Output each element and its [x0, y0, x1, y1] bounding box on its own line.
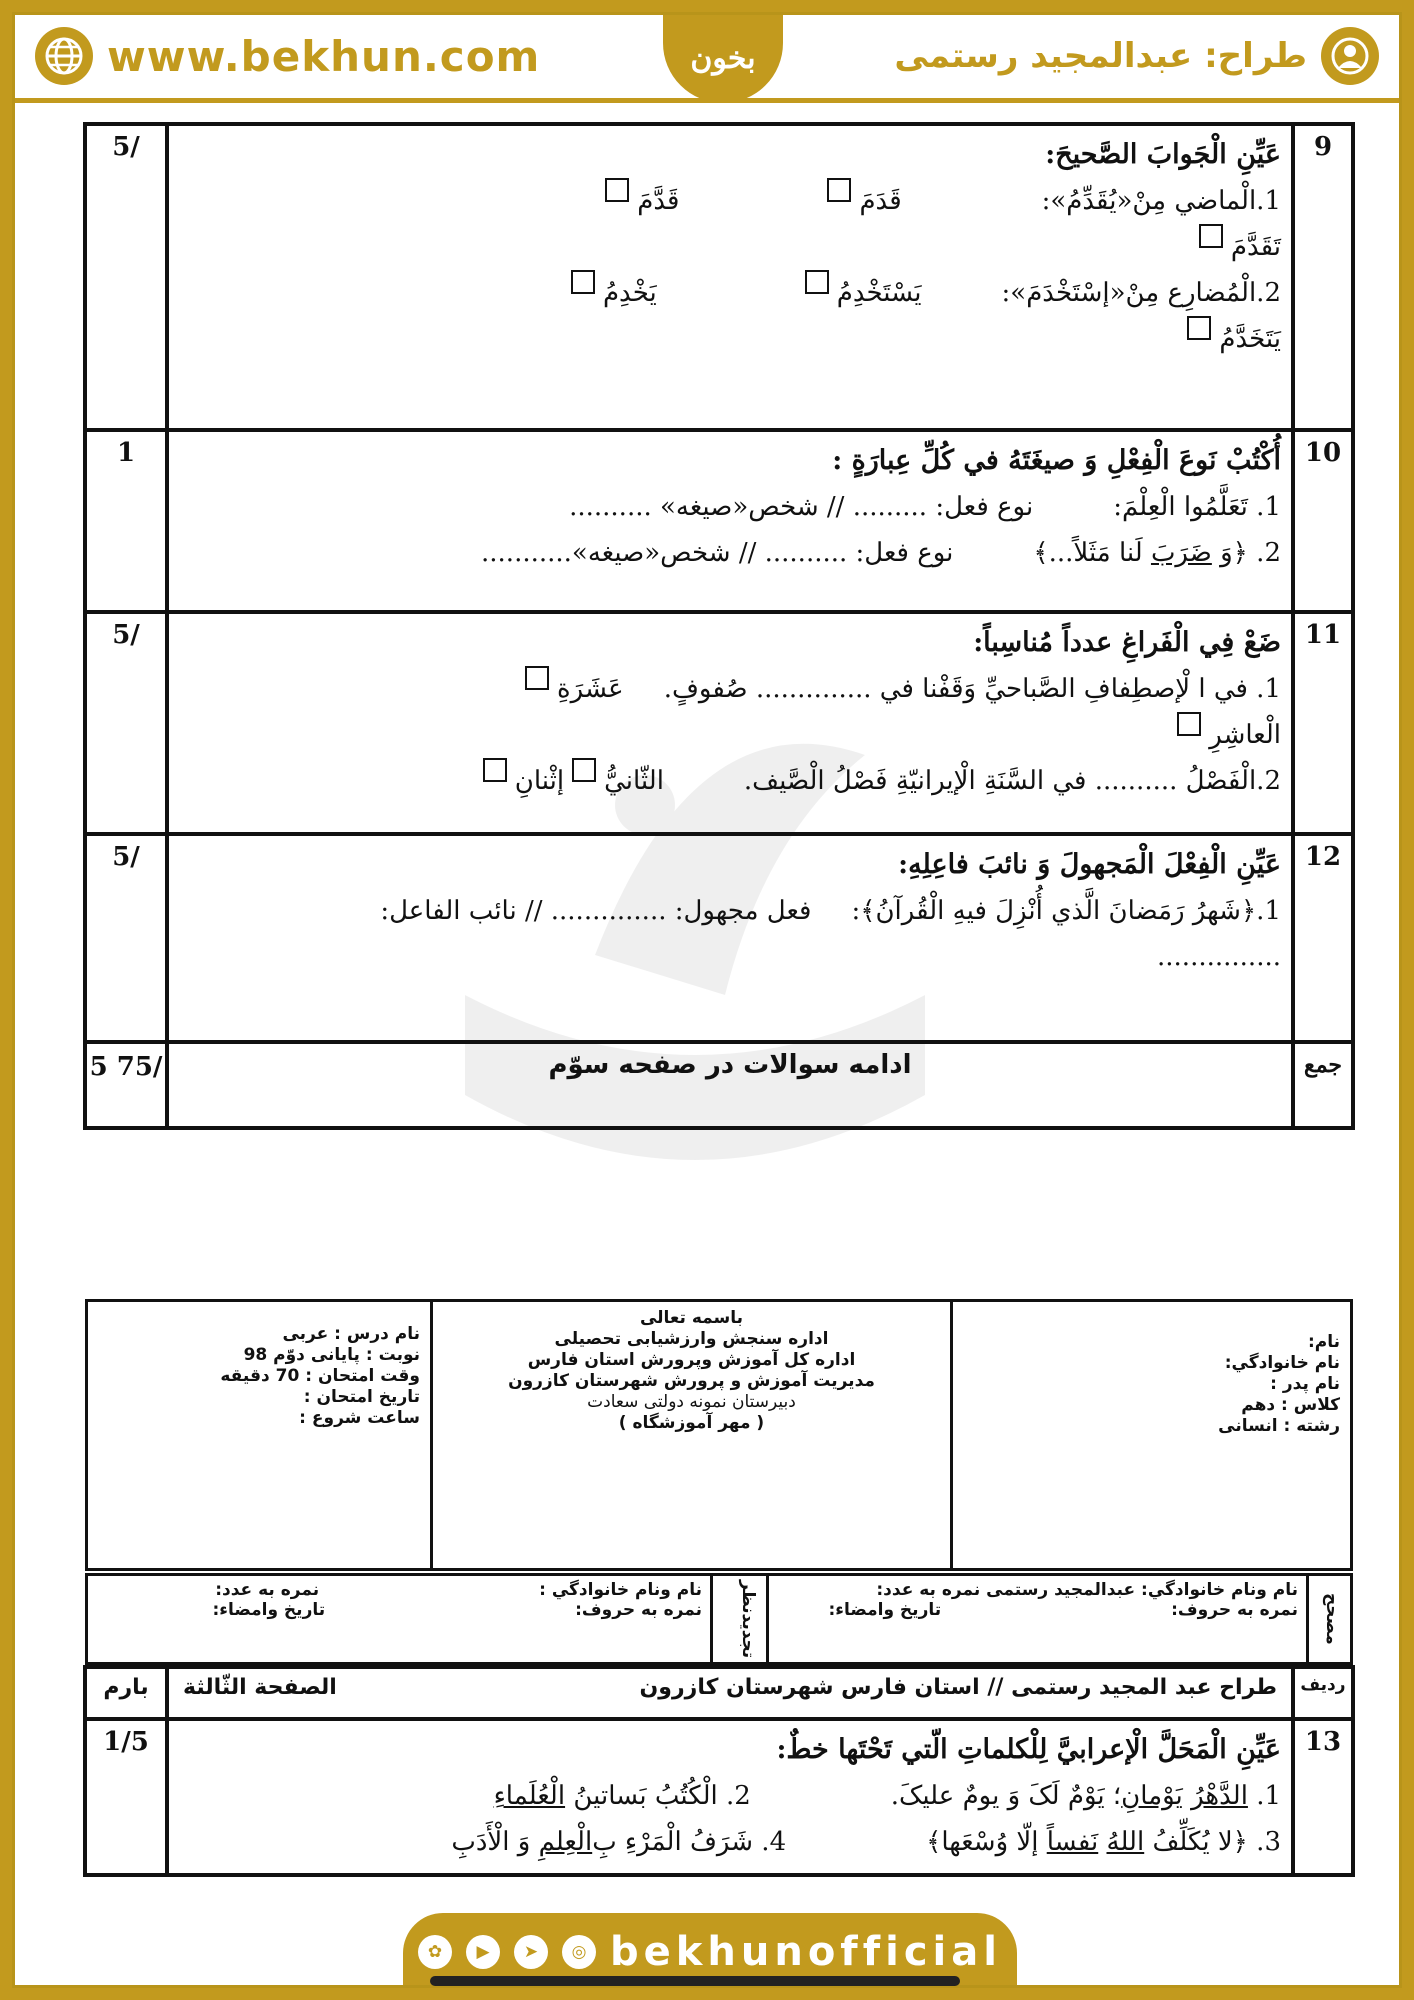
answer-line	[179, 888, 1281, 934]
total-score: /75 5	[85, 1042, 167, 1128]
globe-icon	[35, 27, 93, 85]
page3-title-row	[85, 1667, 1353, 1719]
corrector-label: مصحح	[1308, 1575, 1352, 1664]
barem-label: بارم	[85, 1667, 167, 1719]
option-line	[179, 666, 1281, 712]
answer-checkbox[interactable]	[827, 178, 851, 202]
bekhun-logo	[663, 13, 783, 103]
social-handle: bekhunofficial	[610, 1929, 1002, 1975]
option-text: یَسْتَخْدِمُ	[836, 278, 922, 308]
sentence: بَساتینُ	[573, 1781, 647, 1811]
province-office: اداره کل آموزش وپرورش استان فارس	[527, 1350, 856, 1370]
answer-line	[179, 530, 1281, 576]
student-info	[952, 1301, 1352, 1570]
page3-title-cell	[167, 1667, 1293, 1719]
underlined-word: ضَرَبَ	[1150, 538, 1212, 568]
option-line	[179, 758, 1281, 804]
question-number: 13	[1293, 1719, 1353, 1875]
question-row-10	[85, 430, 1353, 612]
answer-blank[interactable]: ...............	[1157, 942, 1281, 972]
exam-header-box	[85, 1299, 1353, 1571]
school-name: دبیرستان نمونه دولتی سعادت	[587, 1392, 796, 1412]
answer-checkbox[interactable]	[1187, 316, 1211, 340]
sentence: 3. ﴿لا یُكَلِّفُ	[1152, 1827, 1281, 1857]
question-score: /5	[85, 124, 167, 430]
question-row-11	[85, 612, 1353, 834]
underlined-word: الدَّهْرُ	[1191, 1781, 1248, 1811]
site-link[interactable]	[35, 27, 540, 85]
option-text: الثّانيُّ	[604, 766, 664, 796]
designer-name: طراح: عبدالمجید رستمی	[894, 36, 1307, 76]
question-title: عَیِّنِ الْفِعْلَ الْمَجهولَ وَ نائبَ فاعِلِهِ:	[898, 849, 1281, 880]
sum-row	[85, 1042, 1353, 1128]
option-prompt: 1.الْماضي مِنْ«یُقَدِّمُ»:	[1041, 186, 1281, 216]
question-title: ضَعْ فِي الْفَراغِ عدداً مُناسِباً:	[973, 627, 1281, 658]
session: نوبت : پایانی دوّم 98	[243, 1345, 420, 1365]
instagram-icon[interactable]: ◎	[562, 1935, 596, 1969]
office-name: اداره سنجش وارزشیابی تحصیلی	[554, 1329, 829, 1349]
answer-checkbox[interactable]	[1177, 712, 1201, 736]
questions-table-page2	[83, 122, 1355, 1130]
answer-blank[interactable]: نوع فعل: .......... // شخص«صیغه»...........	[481, 538, 954, 568]
option-text: یَخْدِمُ	[602, 278, 657, 308]
question-number: 9	[1293, 124, 1353, 430]
option-text: إثْنانِ	[514, 766, 565, 796]
sentence: 4. شَرَفُ الْمَرْءِ بِ	[592, 1827, 787, 1857]
footer-shadow	[430, 1976, 960, 1986]
sentence: وَ الْأَدَبِ	[451, 1827, 531, 1857]
option-text: عَشَرَةِ	[557, 674, 624, 704]
item-number: 1.	[1256, 1781, 1281, 1811]
reviewer-words-field[interactable]: نمره به حروف:	[575, 1600, 702, 1620]
answer-checkbox[interactable]	[572, 758, 596, 782]
answer-checkbox[interactable]	[525, 666, 549, 690]
answer-checkbox[interactable]	[805, 270, 829, 294]
question-number: 12	[1293, 834, 1353, 1042]
exam-date-field[interactable]: تاریخ امتحان :	[303, 1387, 420, 1407]
grading-box	[85, 1573, 1353, 1665]
city-office: مدیریت آموزش و پرورش شهرستان كازرون	[508, 1371, 875, 1391]
reviewer-label: تجدیدنظر	[712, 1575, 768, 1664]
question-row-9	[85, 124, 1353, 430]
exam-page	[12, 12, 1402, 1988]
sentence: 1. في ا لْإصطِفافِ الصَّباحيِّ وَقَفْنا في .............. صُفوفٍ.	[663, 674, 1281, 704]
student-father-field[interactable]: نام پدر :	[1270, 1374, 1340, 1394]
sentence: 2. الْكُتُبُ	[654, 1781, 751, 1811]
answer-blank[interactable]: فعل مجهول: .............. // نائب الفاعل:	[380, 896, 812, 926]
exam-info	[87, 1301, 432, 1570]
answer-blank[interactable]: نوع فعل: ......... // شخص«صیغه» ..........	[569, 492, 1034, 522]
option-line	[179, 178, 1281, 224]
logo-text: بخون	[690, 40, 756, 76]
corrector-sign-field[interactable]: تاریخ وامضاء:	[828, 1600, 942, 1620]
student-class: كلاس : دهم	[1241, 1395, 1340, 1415]
question-title: عَیِّنِ الْمَحَلَّ الْإعرابيَّ لِلْكلماتِ الّتي تَحْتَها خطٌ:	[776, 1734, 1281, 1765]
user-icon	[1321, 27, 1379, 85]
page3-number: الصفحة الثّالثة	[183, 1675, 337, 1700]
question-score: /5	[85, 612, 167, 834]
reviewer-name-field[interactable]: نام ونام خانوادگي :	[539, 1580, 702, 1600]
option-text: قَدَّمَ	[637, 186, 680, 216]
question-body	[167, 834, 1293, 1042]
underlined-word: یَوْمانِ	[1121, 1781, 1183, 1811]
question-score: /5	[85, 834, 167, 1042]
option-line	[179, 270, 1281, 316]
option-line	[179, 712, 1281, 758]
item-line	[179, 1773, 1281, 1819]
answer-checkbox[interactable]	[483, 758, 507, 782]
sentence: 1. تَعَلَّمُوا الْعِلْمَ:	[1113, 492, 1281, 522]
row-label: ردیف	[1293, 1667, 1353, 1719]
underlined-word: الْعِلمِ	[538, 1827, 593, 1857]
sum-label: جمع	[1293, 1042, 1353, 1128]
duration: وقت امتحان : 70 دقیقه	[220, 1366, 420, 1386]
option-line	[179, 316, 1281, 362]
option-text: الْعاشِرِ	[1209, 720, 1281, 750]
question-number: 11	[1293, 612, 1353, 834]
sentence: إلّا وُسْعَها﴾	[926, 1827, 1039, 1857]
student-name-field[interactable]: نام:	[1307, 1332, 1340, 1352]
sentence: ؛ یَوْمٌ لَکَ وَ یومٌ علیکَ.	[890, 1781, 1122, 1811]
top-banner	[15, 15, 1399, 103]
question-row-12	[85, 834, 1353, 1042]
sentence: لَنا مَثَلاً...﴾	[1033, 538, 1143, 568]
question-row-13	[85, 1719, 1353, 1875]
start-time-field[interactable]: ساعت شروع :	[299, 1408, 420, 1428]
school-seal: ( مهر آموزشگاه )	[618, 1413, 765, 1433]
school-info	[432, 1301, 952, 1570]
option-text: قَدَمَ	[859, 186, 902, 216]
student-major: رشته : انسانی	[1218, 1416, 1340, 1436]
aparat-icon[interactable]: ✿	[418, 1935, 452, 1969]
question-body	[167, 430, 1293, 612]
reviewer-sign-field[interactable]: تاریخ وامضاء:	[212, 1600, 326, 1620]
answer-checkbox[interactable]	[605, 178, 629, 202]
answer-checkbox[interactable]	[1199, 224, 1223, 248]
telegram-icon[interactable]: ➤	[514, 1935, 548, 1969]
question-title: عَیِّنِ الْجَوابَ الصَّحیحَ:	[1045, 139, 1281, 170]
answer-line	[179, 484, 1281, 530]
site-url: www.bekhun.com	[107, 31, 541, 81]
underlined-word: اللهُ	[1106, 1827, 1145, 1857]
questions-table-page3	[83, 1665, 1355, 1877]
page3-title: طراح عبد المجید رستمی // استان فارس شهرستان کازرون	[639, 1675, 1277, 1700]
question-body	[167, 612, 1293, 834]
option-prompt: 2.الْمُضارِع مِنْ«إسْتَخْدَمَ»:	[1001, 278, 1281, 308]
sentence: 2.الْفَصْلُ .......... في السَّنَةِ الْإیرانیّةِ فَصْلُ الْصَّیف.	[743, 766, 1281, 796]
question-score: 1/5	[85, 1719, 167, 1875]
sentence: 2. ﴿وَ	[1220, 538, 1281, 568]
reviewer-num-field[interactable]: نمره به عدد:	[215, 1580, 320, 1600]
corrector-words-field[interactable]: نمره به حروف:	[1171, 1600, 1298, 1620]
underlined-word: نَفساً	[1046, 1827, 1099, 1857]
option-line	[179, 224, 1281, 270]
sentence: 1.﴿شَهرُ رَمَضانَ الَّذي أُنْزِلَ فیهِ الْقُرآنُ﴾:	[851, 896, 1281, 926]
option-text: یَتَخَدَّمُ	[1219, 324, 1281, 354]
youtube-icon[interactable]: ▶	[466, 1935, 500, 1969]
continue-note: ادامه سوالات در صفحه سوّم	[167, 1042, 1293, 1128]
answer-line	[179, 934, 1281, 980]
student-family-field[interactable]: نام خانوادگي:	[1224, 1353, 1340, 1373]
question-title: أُكْتُبْ نَوعَ الْفِعْلِ وَ صیغَتَهُ في كُلِّ عِبارَةٍ :	[832, 445, 1281, 476]
reviewer-info	[87, 1575, 712, 1664]
question-score: 1	[85, 430, 167, 612]
designer-info	[894, 27, 1379, 85]
corrector-info	[768, 1575, 1308, 1664]
corrector-name: نام ونام خانوادگي: عبدالمجید رستمی نمره به عدد:	[876, 1580, 1298, 1600]
item-line	[179, 1819, 1281, 1865]
subject: نام درس : عربی	[282, 1324, 420, 1344]
option-text: تَقَدَّمَ	[1230, 232, 1281, 262]
answer-checkbox[interactable]	[571, 270, 595, 294]
underlined-word: الْعُلَماءِ	[493, 1781, 566, 1811]
question-body	[167, 124, 1293, 430]
question-number: 10	[1293, 430, 1353, 612]
question-body	[167, 1719, 1293, 1875]
basmala: باسمه تعالی	[639, 1308, 744, 1328]
